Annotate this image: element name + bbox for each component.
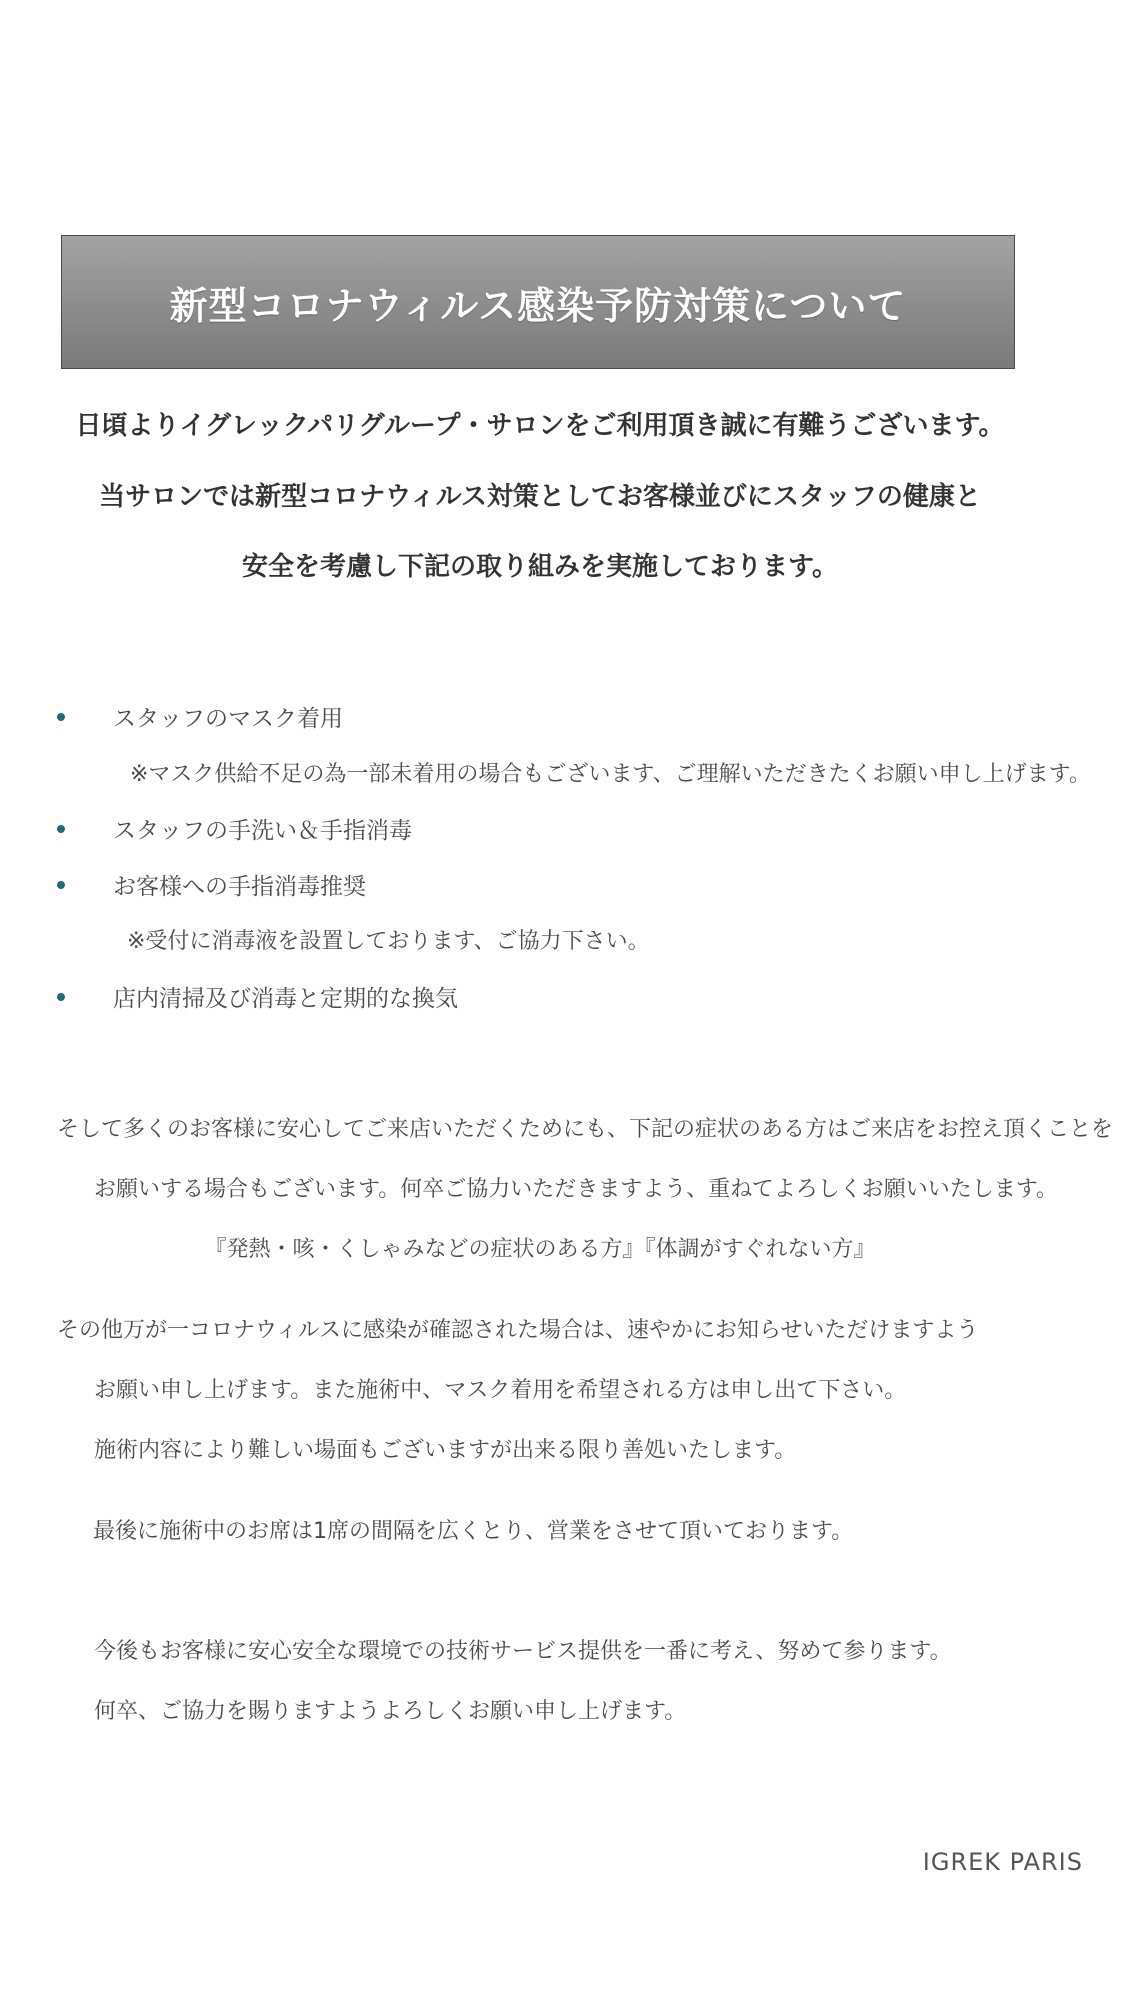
intro-line-1: 日頃よりイグレックパリグループ・サロンをご利用頂き誠に有難うございます。 xyxy=(75,411,1005,441)
intro-line-3: 安全を考慮し下記の取り組みを実施しております。 xyxy=(242,552,838,582)
measure-cleaning: 店内清掃及び消毒と定期的な換気 xyxy=(113,986,458,1012)
measure-customer-note: ※受付に消毒液を設置しております、ご協力下さい。 xyxy=(127,929,650,954)
request-line-1: そして多くのお客様に安心してご来店いただくためにも、下記の症状のある方はご来店をお控え頂くことを xyxy=(57,1117,1114,1142)
list-item xyxy=(57,700,343,733)
request-symptoms: 『発熱・咳・くしゃみなどの症状のある方』『体調がすぐれない方』 xyxy=(204,1237,876,1262)
other-line-4: 最後に施術中のお席は1席の間隔を広くとり、営業をさせて頂いております。 xyxy=(93,1519,854,1544)
bullet-icon xyxy=(57,825,65,833)
list-item xyxy=(57,812,412,845)
page-title: 新型コロナウィルス感染予防対策について xyxy=(169,282,907,328)
intro-line-2: 当サロンでは新型コロナウィルス対策としてお客様並びにスタッフの健康と xyxy=(99,482,981,512)
signature: IGREK PARIS xyxy=(922,1848,1083,1876)
other-line-1: その他万が一コロナウィルスに感染が確認された場合は、速やかにお知らせいただけますよう xyxy=(57,1318,979,1343)
measure-customer-disinfect: お客様への手指消毒推奨 xyxy=(113,874,366,900)
bullet-icon xyxy=(57,881,65,889)
title-banner xyxy=(61,235,1015,369)
closing-line-2: 何卒、ご協力を賜りますようよろしくお願い申し上げます。 xyxy=(94,1699,687,1724)
other-line-3: 施術内容により難しい場面もございますが出来る限り善処いたします。 xyxy=(94,1438,797,1463)
bullet-icon xyxy=(57,713,65,721)
other-line-2: お願い申し上げます。また施術中、マスク着用を希望される方は申し出て下さい。 xyxy=(94,1378,907,1403)
request-line-2: お願いする場合もございます。何卒ご協力いただきますよう、重ねてよろしくお願いいたします。 xyxy=(94,1177,1058,1202)
bullet-icon xyxy=(57,993,65,1001)
measure-mask-note: ※マスク供給不足の為一部未着用の場合もございます、ご理解いただきたくお願い申し上げます。 xyxy=(130,762,1091,787)
list-item xyxy=(57,868,366,901)
measure-mask: スタッフのマスク着用 xyxy=(113,706,343,732)
closing-line-1: 今後もお客様に安心安全な環境での技術サービス提供を一番に考え、努めて参ります。 xyxy=(94,1639,952,1664)
measure-handwash: スタッフの手洗い＆手指消毒 xyxy=(113,818,412,844)
list-item xyxy=(57,980,458,1013)
